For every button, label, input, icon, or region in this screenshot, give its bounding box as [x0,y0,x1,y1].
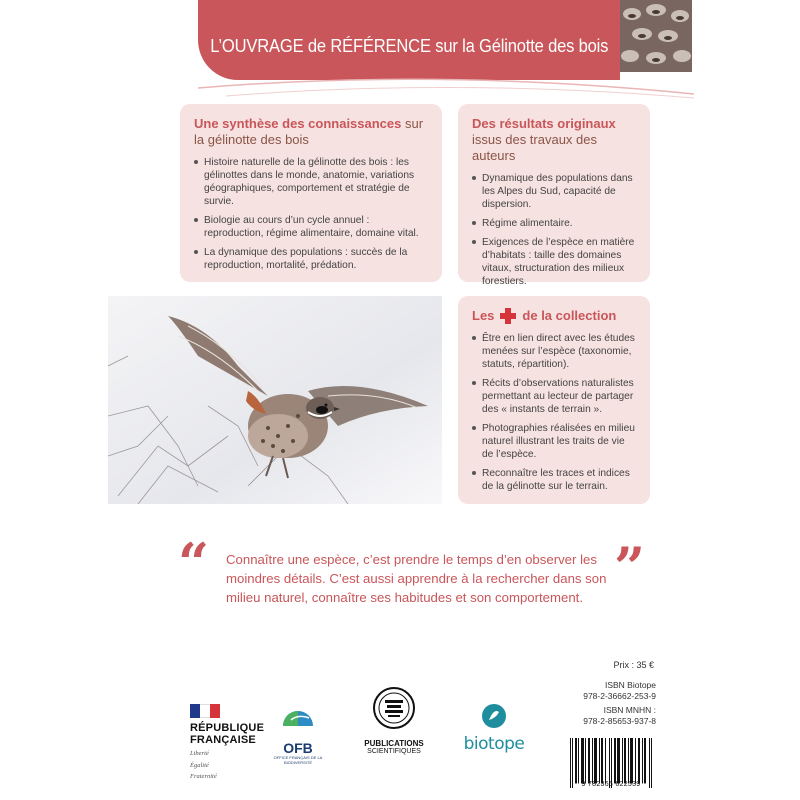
list-item: Histoire naturelle de la gélinotte des bois : les gélinottes dans le monde, anatomie, variations géographiques, comportement et stratégie de survie. [194,156,430,208]
price-label: Prix : 35 € [613,660,654,670]
collection-list [472,332,638,493]
mnhn-logo: PUBLICATIONS SCIENTIFIQUES [356,686,432,755]
hazel-grouse-photo [108,296,442,504]
knowledge-list [194,156,430,272]
barcode-number: 9 782366 622539 [581,781,641,788]
french-flag-icon [190,704,220,718]
list-item: Biologie au cours d’un cycle annuel : reproduction, régime alimentaire, domaine vital. [194,214,430,240]
list-item: Exigences de l’espèce en matière d’habitats : taille des domaines vitaux, structuration des milieux forestiers. [472,236,638,288]
collection-card-title: Les de la collection [472,308,617,323]
list-item: Photographies réalisées en milieu naturel illustrant les traits de vie de l’espèce. [472,422,638,461]
collection-card [458,296,650,504]
quote-text: Connaître une espèce, c’est prendre le temps d’en observer les moindres détails. C’est aussi apprendre à la rechercher dans son milieu naturel, connaître ses habitudes et son comportement. [226,552,607,605]
plus-icon [500,308,516,324]
biotope-logo: biotope [456,702,532,753]
quote-close-mark: ” [614,535,646,599]
knowledge-card-title: Une synthèse des connaissances sur la gélinotte des bois [194,116,424,147]
list-item: La dynamique des populations : succès de la reproduction, mortalité, prédation. [194,246,430,272]
ofb-logo: OFB OFFICE FRANÇAIS DE LA BIODIVERSITÉ [272,704,324,765]
mnhn-seal-icon [372,686,416,730]
results-list [472,172,638,288]
list-item: Reconnaître les traces et indices de la gélinotte sur le terrain. [472,467,638,493]
decorative-swoosh [196,60,696,100]
results-card-title: Des résultats originaux issus des travaux des auteurs [472,116,616,163]
ofb-globe-icon [281,704,315,734]
quote-open-mark: “ [178,531,210,595]
results-card [458,104,650,287]
isbn-block: ISBN Biotope 978-2-36662-253-9 ISBN MNHN : 978-2-85653-937-8 [583,680,656,726]
republique-francaise-logo: RÉPUBLIQUE FRANÇAISE Liberté Égalité Fraternité [190,704,270,781]
list-item: Être en lien direct avec les études menées sur l’espèce (taxonomie, statuts, répartition). [472,332,638,371]
list-item: Récits d’observations naturalistes permettant au lecteur de partager des « instants de terrain ». [472,377,638,416]
list-item: Régime alimentaire. [472,217,638,230]
banner-title: L’OUVRAGE de RÉFÉRENCE sur la Gélinotte des bois [210,35,608,56]
knowledge-card [180,104,442,282]
biotope-drop-icon [480,702,508,730]
list-item: Dynamique des populations dans les Alpes du Sud, capacité de dispersion. [472,172,638,211]
